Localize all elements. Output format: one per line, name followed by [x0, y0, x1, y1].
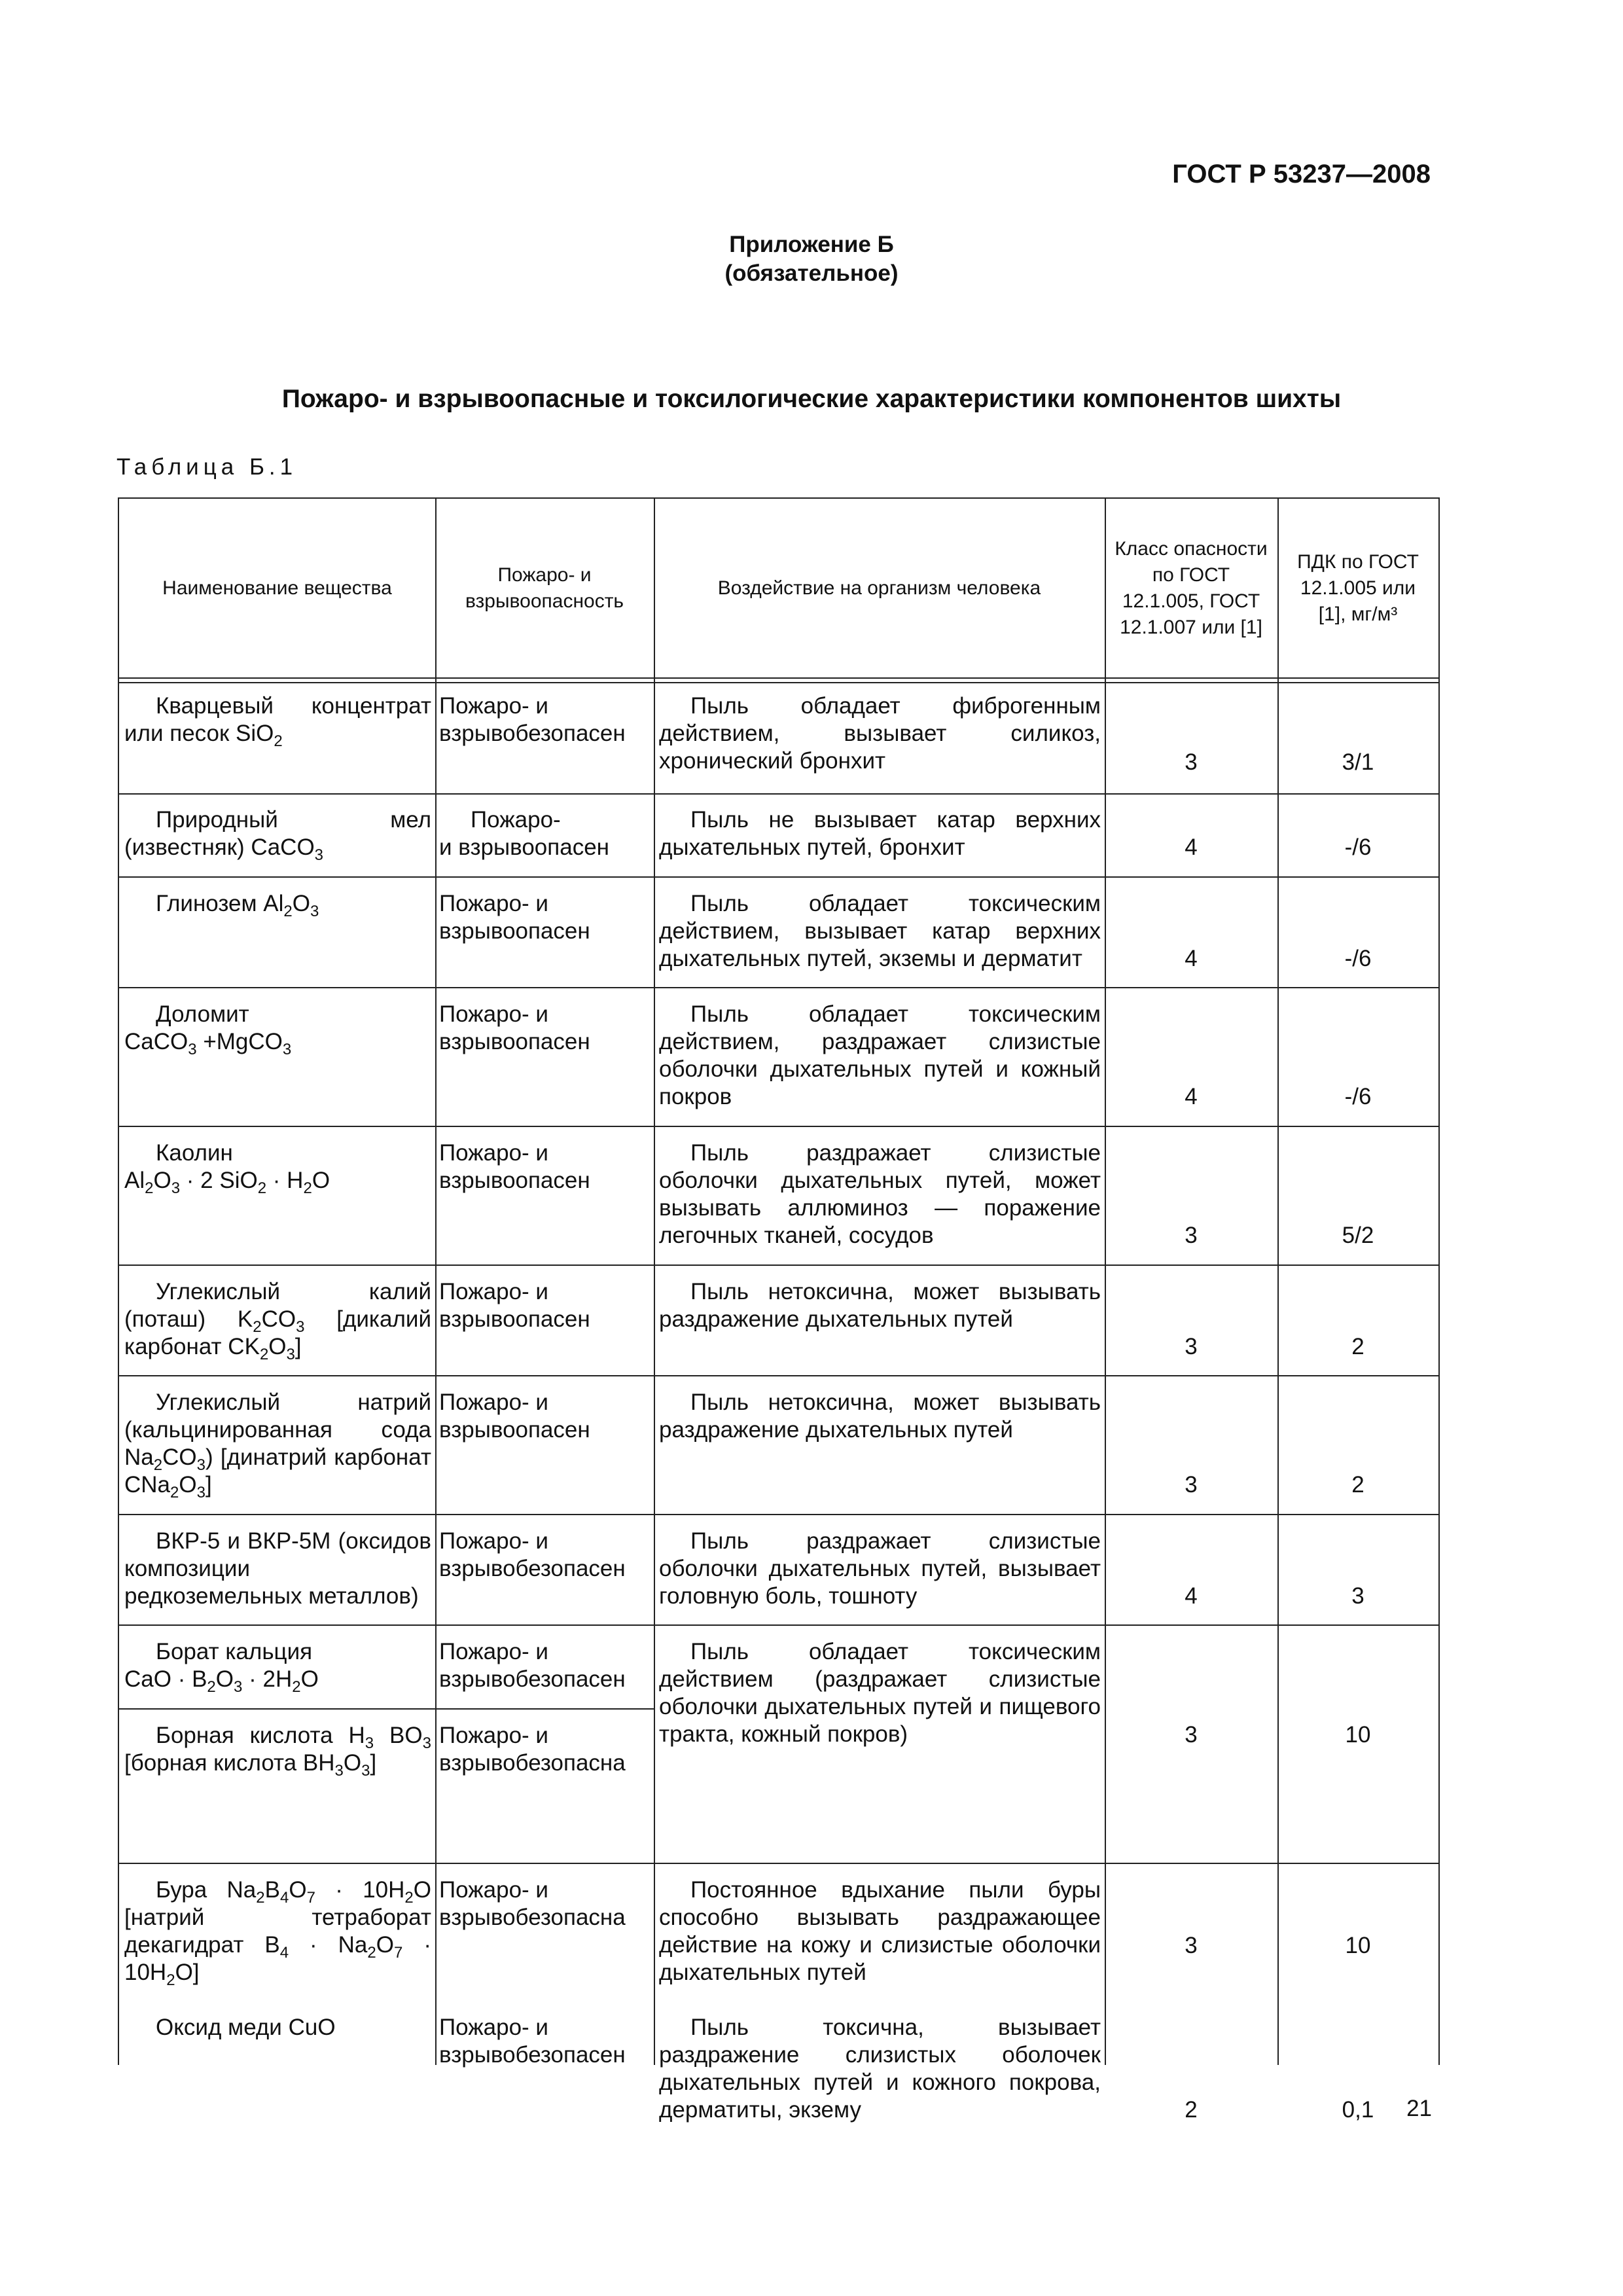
row-1-pdk: 3/1 — [1342, 749, 1374, 775]
row-2-effect: Пыль не вызывает катар верхних дыхательных путей, бронхит — [659, 807, 1101, 860]
row-10-name: Борная кислота $H_3$ $BO_3$ [борная кислота $BH_3O_3$] — [124, 1723, 431, 1780]
table-label: Таблица Б.1 — [116, 454, 298, 480]
row-7-pdk: 2 — [1351, 1472, 1364, 1498]
row-12-effect: Пыль токсична, вызывает раздражение слизистых оболочек дыхательных путей и кожного покрова, дерматиты, экзему — [659, 2015, 1101, 2123]
row-1-class: 3 — [1185, 749, 1198, 775]
row-7-class: 3 — [1185, 1472, 1198, 1498]
row-1-effect: Пыль обладает фиброгенным действием, вызывает силикоз, хронический бронхит — [659, 693, 1101, 774]
page-title: Пожаро- и взрывоопасные и токсилогические характеристики компонентов шихты — [281, 385, 1342, 413]
row-12-class: 2 — [1185, 2097, 1198, 2123]
header-hazard: Пожаро- и взрывоопасность — [465, 564, 624, 612]
row-3-pdk: -/6 — [1344, 946, 1372, 971]
row-5-class: 3 — [1185, 1223, 1198, 1248]
row-8-class: 4 — [1185, 1583, 1198, 1609]
row-9-effect: Пыль обладает токсическим действием (раздражает слизистые оболочки дыхательных путей и пищевого тракта, кожный покров) — [659, 1639, 1101, 1747]
row-9-hazard: Пожаро- и взрывобезопасен — [439, 1639, 626, 1692]
row-2-hazard: Пожаро- и взрывоопасен — [439, 807, 609, 860]
row-1-name: Кварцевый концентрат или песок SiO$_2$ — [124, 693, 431, 750]
row-6-name: Углекислый калий (поташ) $K_2CO_3$ [дикалий карбонат $CK_2O_3$] — [124, 1279, 431, 1363]
page-number: 21 — [1406, 2096, 1432, 2121]
appendix-heading — [0, 230, 1623, 288]
row-10-hazard: Пожаро- и взрывобезопасна — [439, 1723, 626, 1776]
row-11-effect: Постоянное вдыхание пыли буры способно вызывать раздражающее действие на кожу и слизистые оболочки дыхательных путей — [659, 1877, 1101, 1985]
appendix-title: Приложение Б — [729, 232, 894, 257]
row-4-class: 4 — [1185, 1084, 1198, 1109]
row-8-hazard: Пожаро- и взрывобезопасен — [439, 1528, 626, 1581]
row-5-effect: Пыль раздражает слизистые оболочки дыхательных путей, может вызывать аллюминоз — поражение легочных тканей, сосудов — [659, 1140, 1101, 1248]
row-3-effect: Пыль обладает токсическим действием, вызывает катар верхних дыхательных путей, экземы и дерматит — [659, 891, 1101, 971]
row-12-hazard: Пожаро- и взрывобезопасен — [439, 2015, 626, 2068]
row-12-pdk: 0,1 — [1342, 2097, 1374, 2123]
row-3-name: Глинозем $Al_2O_3$ — [156, 891, 319, 920]
data-table — [118, 497, 1440, 2123]
row-2-class: 4 — [1185, 834, 1198, 860]
row-5-name: Каолин $Al_2O_3 \cdot 2$ $SiO_2 \cdot H_2O$ — [124, 1140, 330, 1197]
header-class: Класс опасности по ГОСТ 12.1.005, ГОСТ 12.1.007 или [1] — [1115, 537, 1268, 638]
row-6-hazard: Пожаро- и взрывоопасен — [439, 1279, 590, 1332]
row-3-hazard: Пожаро- и взрывоопасен — [439, 891, 590, 944]
row-9-name: Борат кальция CaO · $B_2O_3 \cdot 2H_2O$ — [124, 1639, 319, 1696]
row-8-pdk: 3 — [1351, 1583, 1364, 1609]
row-4-effect: Пыль обладает токсическим действием, раздражает слизистые оболочки дыхательных путей и кожный покров — [659, 1001, 1101, 1109]
row-6-effect: Пыль нетоксична, может вызывать раздражение дыхательных путей — [659, 1279, 1101, 1332]
row-7-hazard: Пожаро- и взрывоопасен — [439, 1390, 590, 1443]
row-7-name: Углекислый натрий (кальцинированная сода $Na_2CO_3$) [динатрий карбонат $CNa_2O_3$] — [124, 1390, 431, 1501]
row-11-name: Бура $Na_2B_4O_7 \cdot 10H_2O$ [натрий тетраборат декагидрат $B_4 \cdot Na_2O_7 \cdot 10H_2O$] — [124, 1877, 432, 1989]
header-name: Наименование вещества — [162, 577, 392, 599]
row-12-name: Оксид меди CuO — [156, 2015, 336, 2040]
row-3-class: 4 — [1185, 946, 1198, 971]
row-11-hazard: Пожаро- и взрывобезопасна — [439, 1877, 626, 1930]
row-7-effect: Пыль нетоксична, может вызывать раздражение дыхательных путей — [659, 1390, 1101, 1443]
row-2-name: Природный мел (известняк) CaCO$_3$ — [124, 807, 431, 864]
row-4-hazard: Пожаро- и взрывоопасен — [439, 1001, 590, 1054]
row-11-class: 3 — [1185, 1933, 1198, 1958]
row-2-pdk: -/6 — [1344, 834, 1372, 860]
row-8-effect: Пыль раздражает слизистые оболочки дыхательных путей, вызывает головную боль, тошноту — [659, 1528, 1101, 1609]
row-8-name: ВКР-5 и ВКР-5М (оксидов композиции редкоземельных металлов) — [124, 1528, 431, 1609]
row-6-class: 3 — [1185, 1334, 1198, 1359]
row-6-pdk: 2 — [1351, 1334, 1364, 1359]
header-pdk: ПДК по ГОСТ 12.1.005 или [1], мг/м³ — [1297, 550, 1419, 625]
document-code: ГОСТ Р 53237—2008 — [1172, 160, 1431, 188]
row-4-name: Доломит CaCO$_3$ +MgCO$_3$ — [124, 1001, 292, 1058]
header-effect: Воздействие на организм человека — [717, 577, 1041, 599]
row-5-hazard: Пожаро- и взрывоопасен — [439, 1140, 590, 1193]
row-9-pdk: 10 — [1345, 1722, 1371, 1748]
row-11-pdk: 10 — [1345, 1933, 1371, 1958]
row-9-class: 3 — [1185, 1722, 1198, 1748]
appendix-subtitle: (обязательное) — [724, 260, 899, 286]
row-1-hazard: Пожаро- и взрывобезопасен — [439, 693, 626, 746]
row-4-pdk: -/6 — [1344, 1084, 1372, 1109]
row-5-pdk: 5/2 — [1342, 1223, 1374, 1248]
